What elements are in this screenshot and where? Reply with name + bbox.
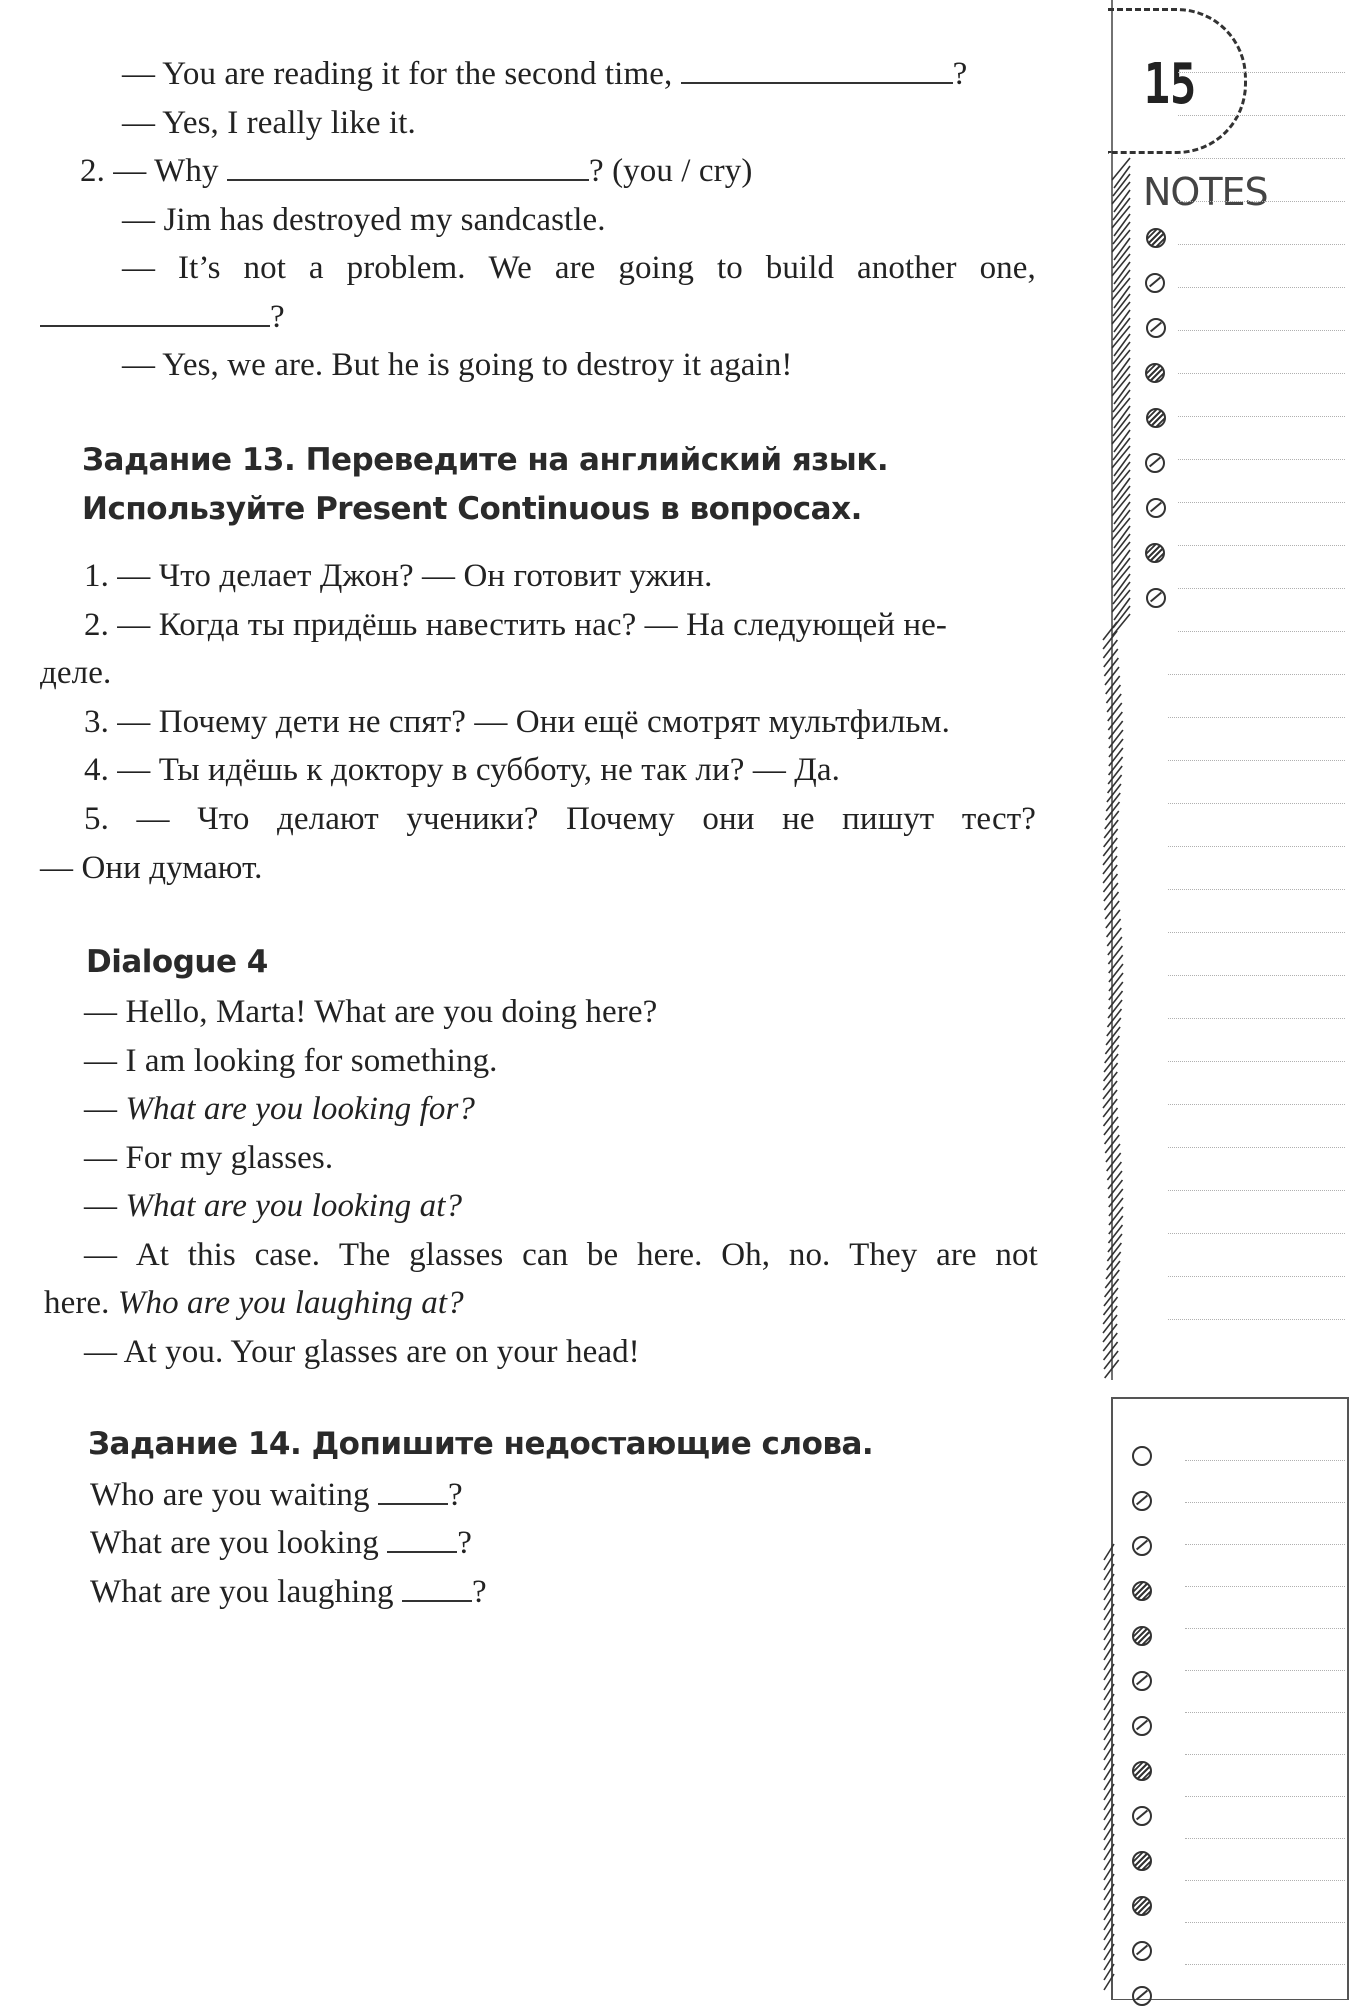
scribble-stroke — [1103, 838, 1117, 856]
scribble-stroke — [1109, 1216, 1123, 1234]
ruled-line — [1168, 932, 1345, 933]
binder-hole — [1145, 273, 1165, 293]
dialogue-line: — Yes, I really like it. — [122, 105, 416, 141]
scribble-stroke — [1104, 820, 1118, 838]
scribble-stroke — [1104, 1063, 1118, 1081]
dialogue-line: — Yes, we are. But he is going to destroy it again! — [122, 347, 793, 383]
ruled-line — [1178, 631, 1345, 632]
ruled-line — [1168, 889, 1345, 890]
scribble-stroke — [1104, 1288, 1118, 1306]
ruled-line — [1168, 1276, 1345, 1277]
binder-hole — [1132, 1896, 1152, 1916]
ruled-line — [1178, 502, 1345, 503]
scribble-stroke — [1103, 874, 1117, 892]
dialogue-line: — At you. Your glasses are on your head! — [84, 1334, 640, 1370]
ruled-line — [1168, 717, 1345, 718]
scribble-stroke — [1107, 694, 1121, 712]
ruled-line — [1178, 287, 1345, 288]
scribble-stroke — [1107, 1162, 1121, 1180]
scribble-stroke — [1107, 928, 1121, 946]
binder-hole — [1146, 318, 1166, 338]
dialogue-line: — It’s not a problem. We are going to build another one, — [122, 250, 1036, 286]
binder-hole — [1132, 1671, 1152, 1691]
task-item: 1. — Что делает Джон? — Он готовит ужин. — [84, 558, 713, 594]
task-item: 2. — Когда ты придёшь навестить нас? — На следующей не- — [84, 607, 947, 643]
binder-hole — [1132, 1491, 1152, 1511]
scribble-stroke — [1103, 1315, 1117, 1333]
dialogue-line: — What are you looking at? — [84, 1188, 463, 1224]
scribble-stroke — [1103, 640, 1117, 658]
scribble-stroke — [1107, 784, 1121, 802]
scribble-stroke — [1106, 793, 1120, 811]
scribble-stroke — [1108, 1000, 1122, 1018]
ruled-line — [1168, 1147, 1345, 1148]
scribble-stroke — [1104, 829, 1118, 847]
scribble-stroke — [1109, 1198, 1123, 1216]
dialogue-line: — At this case. The glasses can be here. Oh, no. They are not — [84, 1237, 1038, 1273]
dialogue-line: — For my glasses. — [84, 1140, 334, 1176]
dialogue-line: — I am looking for something. — [84, 1043, 498, 1079]
ruled-line — [1178, 72, 1345, 73]
scribble-stroke — [1103, 1324, 1117, 1342]
binder-hole — [1145, 363, 1165, 383]
ruled-line — [1168, 1319, 1345, 1320]
scribble-stroke — [1104, 1342, 1118, 1360]
italic-question: What are you looking for? — [125, 1091, 476, 1127]
binder-hole — [1132, 1986, 1152, 2006]
ruled-line — [1168, 1018, 1345, 1019]
scribble-stroke — [1108, 1180, 1122, 1198]
line-end: ? (you / cry) — [588, 153, 753, 189]
ruled-line — [1178, 158, 1345, 159]
ruled-line — [1178, 115, 1345, 116]
scribble-stroke — [1109, 982, 1123, 1000]
scribble-stroke — [1109, 730, 1123, 748]
binder-hole — [1132, 1806, 1152, 1826]
scribble-stroke — [1103, 1081, 1117, 1099]
notes-label: NOTES — [1143, 170, 1268, 214]
scribble-stroke — [1104, 1117, 1118, 1135]
ruled-line — [1185, 1922, 1345, 1923]
scribble-stroke — [1106, 1144, 1120, 1162]
binder-hole — [1145, 453, 1165, 473]
scribble-stroke — [1104, 1297, 1118, 1315]
scribble-stroke — [1106, 910, 1120, 928]
italic-question: What are you looking at? — [125, 1188, 463, 1224]
scribble-stroke — [1106, 1027, 1120, 1045]
scribble-stroke — [1108, 1234, 1122, 1252]
ruled-line — [1185, 1796, 1345, 1797]
answer-blank — [227, 153, 589, 181]
binder-hole — [1132, 1851, 1152, 1871]
binder-hole — [1145, 543, 1165, 563]
scribble-stroke — [1104, 649, 1118, 667]
page-number: 15 — [1143, 52, 1197, 117]
line-text: — You are reading it for the second time, — [122, 56, 673, 92]
ruled-line — [1185, 1586, 1345, 1587]
scribble-stroke — [1103, 1099, 1117, 1117]
answer-blank — [681, 56, 953, 84]
notes-panel — [1090, 0, 1349, 2000]
scribble-stroke — [1109, 1207, 1123, 1225]
scribble-stroke — [1106, 1261, 1120, 1279]
dialogue-line — [80, 151, 752, 191]
scribble-stroke — [1107, 1243, 1121, 1261]
ruled-line — [1168, 1190, 1345, 1191]
ruled-line — [1178, 416, 1345, 417]
ruled-line — [1178, 330, 1345, 331]
answer-blank — [40, 299, 270, 327]
ruled-line — [1185, 1544, 1345, 1545]
answer-blank — [378, 1477, 448, 1505]
ruled-line — [1168, 674, 1345, 675]
scribble-stroke — [1103, 1306, 1117, 1324]
binder-hole — [1132, 1941, 1152, 1961]
ruled-line — [1185, 1670, 1345, 1671]
ruled-line — [1178, 244, 1345, 245]
binder-hole — [1132, 1626, 1152, 1646]
notebook-illustration — [1090, 0, 1349, 2000]
binder-hole — [1146, 408, 1166, 428]
scribble-stroke — [1106, 685, 1120, 703]
dialogue-line: — Hello, Marta! What are you doing here? — [84, 994, 658, 1030]
task-item: 3. — Почему дети не спят? — Они ещё смотрят мультфильм. — [84, 704, 950, 740]
scribble-stroke — [1108, 775, 1122, 793]
task-item-continued: — Они думают. — [40, 850, 263, 886]
task-item: 5. — Что делают ученики? Почему они не пишут тест? — [84, 801, 1036, 837]
scribble-stroke — [1103, 631, 1117, 649]
scribble-stroke — [1108, 946, 1122, 964]
ruled-line — [1185, 1754, 1345, 1755]
scribble-stroke — [1107, 1252, 1121, 1270]
scribble-stroke — [1103, 1090, 1117, 1108]
task-heading: Используйте Present Continuous в вопросах. — [82, 491, 862, 527]
ruled-line — [1185, 1838, 1345, 1839]
scribble-stroke — [1104, 1054, 1118, 1072]
binder-hole — [1132, 1581, 1152, 1601]
binder-hole — [1132, 1761, 1152, 1781]
scribble-stroke — [1108, 703, 1122, 721]
scribble-stroke — [1109, 991, 1123, 1009]
task-heading: Задание 13. Переведите на английский язык. — [82, 442, 889, 478]
binder-hole — [1132, 1716, 1152, 1736]
ruled-line — [1178, 373, 1345, 374]
scribble-stroke — [1109, 748, 1123, 766]
spiral-scribble — [1103, 158, 1130, 1378]
scribble-stroke — [1108, 937, 1122, 955]
answer-blank — [402, 1574, 472, 1602]
dialogue-line: — Jim has destroyed my sandcastle. — [122, 202, 606, 238]
dialogue-line: — What are you looking for? — [84, 1091, 476, 1127]
ruled-line — [1185, 1712, 1345, 1713]
scribble-stroke — [1108, 1171, 1122, 1189]
ruled-line — [1168, 803, 1345, 804]
ruled-line — [1168, 975, 1345, 976]
fill-in-line: Who are you waiting ? — [90, 1477, 463, 1513]
dialogue-line: here. Who are you laughing at? — [44, 1285, 464, 1321]
fill-in-line: What are you looking ? — [90, 1525, 472, 1561]
dialogue-title: Dialogue 4 — [86, 944, 268, 980]
scribble-stroke — [1104, 883, 1118, 901]
scribble-stroke — [1109, 721, 1123, 739]
scribble-stroke — [1109, 739, 1123, 757]
scribble-stroke — [1103, 865, 1117, 883]
ruled-line — [1168, 1061, 1345, 1062]
scribble-stroke — [1107, 919, 1121, 937]
task-item-continued: деле. — [40, 655, 112, 691]
scribble-stroke — [1103, 856, 1117, 874]
ruled-line — [1178, 459, 1345, 460]
scribble-stroke — [1103, 1333, 1117, 1351]
ruled-line — [1185, 1880, 1345, 1881]
ruled-line — [1185, 1502, 1345, 1503]
line-end: ? — [952, 56, 968, 92]
scribble-stroke — [1109, 757, 1123, 775]
ruled-line — [1185, 1460, 1345, 1461]
binder-hole — [1132, 1536, 1152, 1556]
binder-hole — [1146, 228, 1166, 248]
task-item: 4. — Ты идёшь к доктору в субботу, не так ли? — Да. — [84, 752, 840, 788]
dialogue-line — [122, 54, 967, 94]
scribble-stroke — [1107, 1009, 1121, 1027]
ruled-line — [1178, 545, 1345, 546]
ruled-line — [1185, 1964, 1345, 1965]
binder-hole — [1146, 588, 1166, 608]
scribble-stroke — [1109, 973, 1123, 991]
fill-in-line: What are you laughing ? — [90, 1574, 487, 1610]
scribble-stroke — [1103, 1072, 1117, 1090]
scribble-stroke — [1104, 1108, 1118, 1126]
scribble-stroke — [1107, 1018, 1121, 1036]
task-heading: Задание 14. Допишите недостающие слова. — [88, 1426, 874, 1462]
scribble-stroke — [1108, 712, 1122, 730]
scribble-stroke — [1109, 964, 1123, 982]
binder-hole — [1146, 498, 1166, 518]
line-end: ? — [270, 299, 285, 335]
answer-blank — [387, 1525, 457, 1553]
line-text: 2. — Why — [80, 153, 219, 189]
scribble-stroke — [1107, 1153, 1121, 1171]
ruled-line — [1178, 201, 1345, 202]
scribble-stroke — [1108, 766, 1122, 784]
ruled-line — [1178, 588, 1345, 589]
scribble-stroke — [1108, 1225, 1122, 1243]
ruled-line — [1168, 1104, 1345, 1105]
dialogue-line — [40, 297, 285, 337]
ruled-line — [1168, 760, 1345, 761]
italic-question: Who are you laughing at? — [117, 1285, 464, 1321]
scribble-stroke — [1103, 847, 1117, 865]
ruled-line — [1185, 1628, 1345, 1629]
ruled-line — [1168, 1233, 1345, 1234]
binder-hole — [1132, 1446, 1152, 1466]
scribble-stroke — [1109, 1189, 1123, 1207]
ruled-line — [1168, 846, 1345, 847]
scribble-stroke — [1109, 955, 1123, 973]
scribble-stroke — [1104, 1351, 1118, 1369]
